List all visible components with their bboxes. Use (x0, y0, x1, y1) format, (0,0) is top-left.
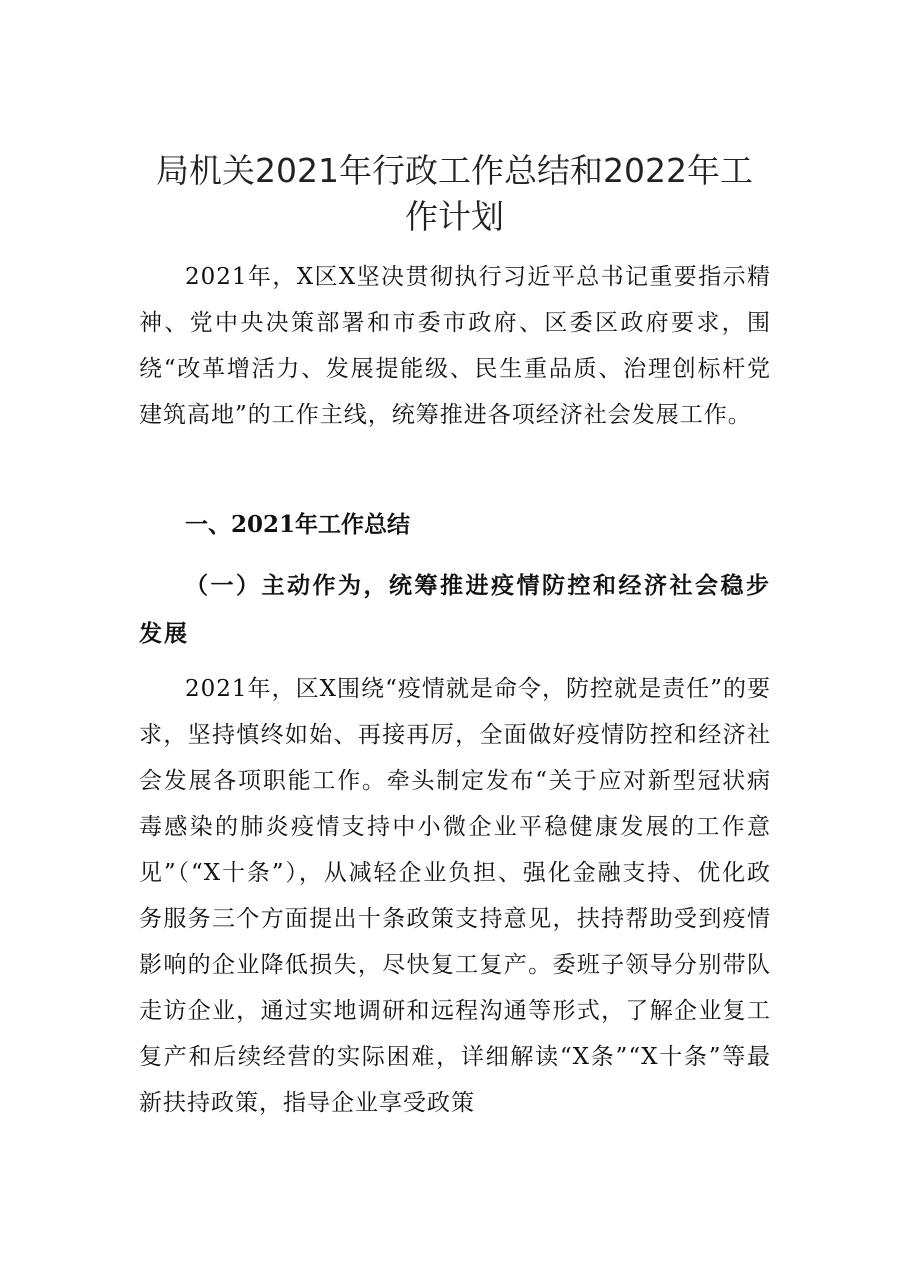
subsection-heading: （一）主动作为，统筹推进疫情防控和经济社会稳步发展 (139, 572, 771, 647)
subsection-paragraph: 2021年，区X围绕“疫情就是命令，防控就是责任”的要求，坚持慎终如始、再接再厉，全面做好疫情防控和经济社会发展各项职能工作。牵头制定发布“关于应对新型冠状病毒感染的肺炎疫情支持中小微企业平稳健康发展的工作意见”（“X十条”），从减轻企业负担、强化金融支持、优化政务服务三个方面提出十条政策支持意见，扶持帮助受到疫情影响的企业降低损失，尽快复工复产。委班子领导分别带队走访企业，通过实地调研和远程沟通等形式，了解企业复工复产和后续经营的实际困难，详细解读“X条”“X十条”等最新扶持政策，指导企业享受政策 (139, 676, 771, 1116)
document-title-line-2: 作计划 (405, 197, 504, 236)
section-heading: 一、2021年工作总结 (185, 511, 411, 538)
document-title-line-1: 局机关2021年行政工作总结和2022年工 (156, 151, 753, 190)
intro-paragraph: 2021年，X区X坚决贯彻执行习近平总书记重要指示精神、党中央决策部署和市委市政府、区委区政府要求，围绕“改革增活力、发展提能级、民生重品质、治理创标杆党建筑高地”的工作主线，统筹推进各项经济社会发展工作。 (139, 264, 771, 428)
